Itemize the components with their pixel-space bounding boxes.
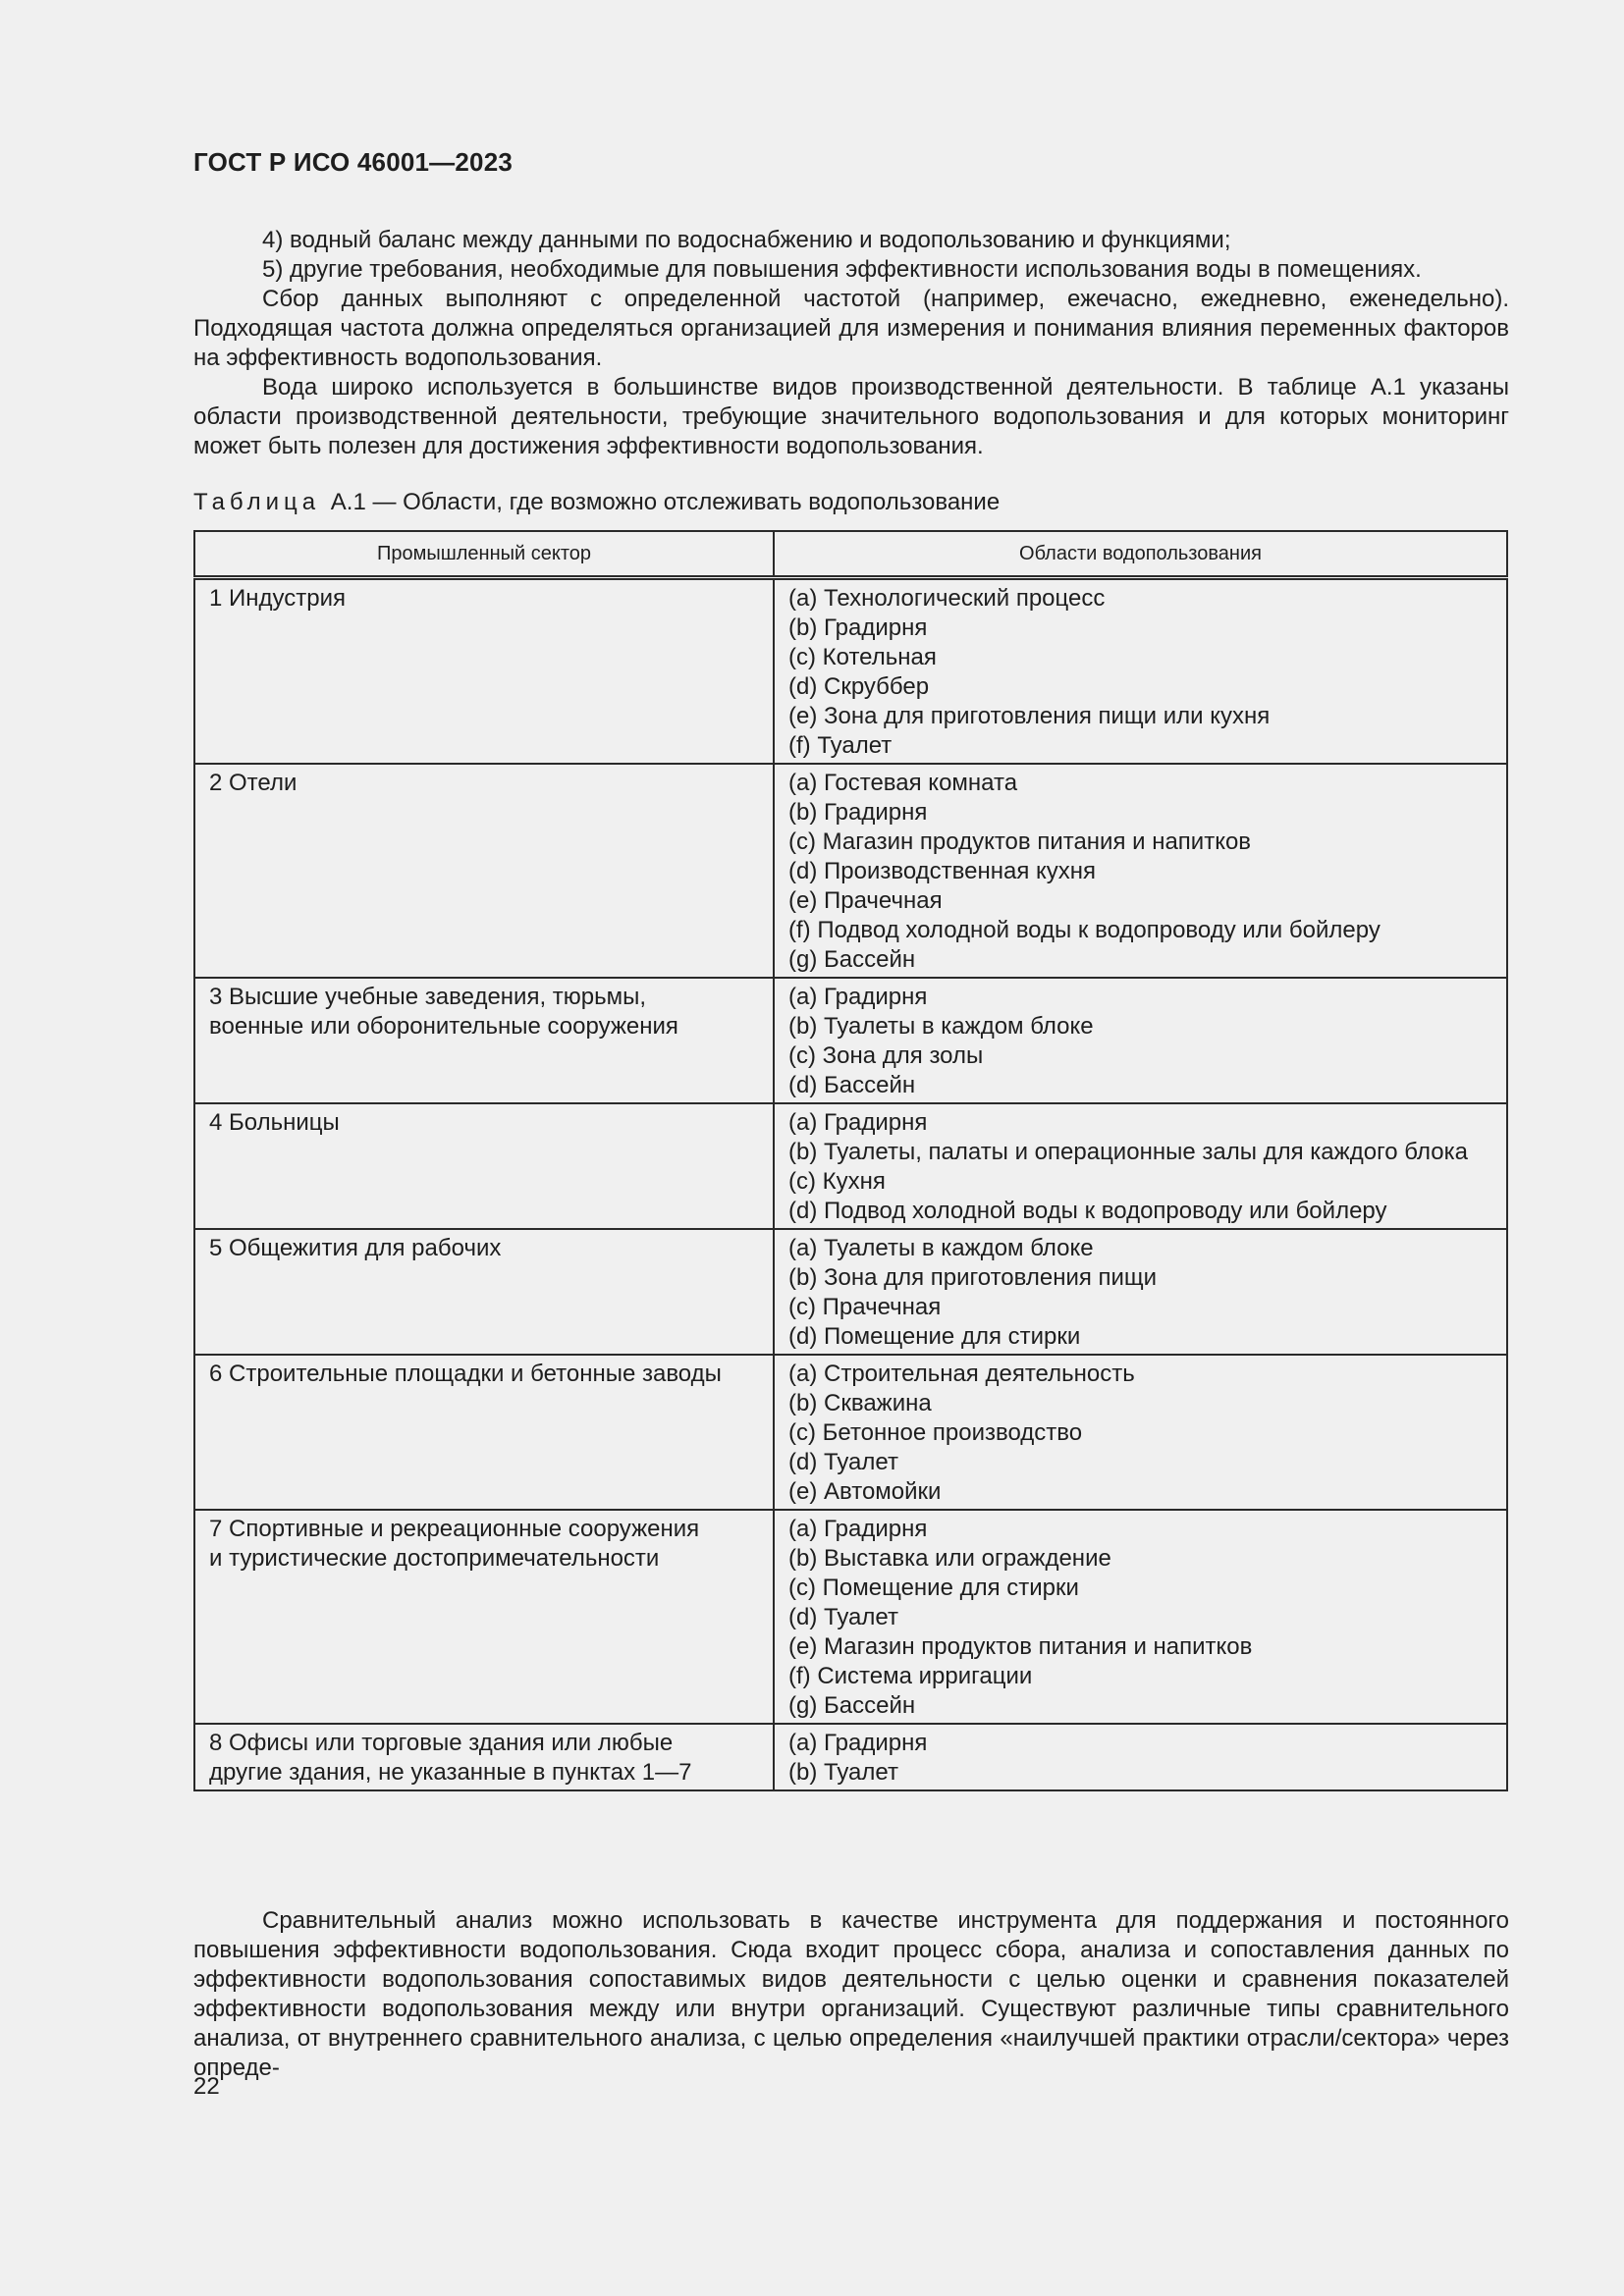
intro-paragraph: 4) водный баланс между данными по водоснабжению и водопользованию и функциями; bbox=[262, 227, 1231, 253]
use-item: (c) Помещение для стирки bbox=[788, 1575, 1079, 1601]
sector-line: 6 Строительные площадки и бетонные заводы bbox=[209, 1361, 722, 1387]
use-item: (g) Бассейн bbox=[788, 1692, 916, 1719]
uses-cell bbox=[774, 1229, 1507, 1355]
page-number: 22 bbox=[193, 2073, 220, 2100]
use-item: (g) Бассейн bbox=[788, 946, 916, 973]
table-row bbox=[194, 764, 1507, 978]
use-item: (b) Туалеты в каждом блоке bbox=[788, 1013, 1094, 1040]
sector-line: 3 Высшие учебные заведения, тюрьмы, bbox=[209, 984, 647, 1010]
uses-cell bbox=[774, 764, 1507, 978]
use-item: (c) Бетонное производство bbox=[788, 1419, 1083, 1446]
table-row bbox=[194, 1229, 1507, 1355]
use-item: (b) Градирня bbox=[788, 614, 928, 641]
use-item: (a) Туалеты в каждом блоке bbox=[788, 1235, 1094, 1261]
sector-line: военные или оборонительные сооружения bbox=[209, 1013, 678, 1040]
table-header-row bbox=[194, 531, 1507, 578]
use-item: (a) Градирня bbox=[788, 1109, 928, 1136]
uses-cell bbox=[774, 1724, 1507, 1790]
table-row bbox=[194, 578, 1507, 765]
use-item: (e) Прачечная bbox=[788, 887, 943, 914]
use-item: (d) Скруббер bbox=[788, 673, 930, 700]
uses-cell bbox=[774, 578, 1507, 765]
use-item: (c) Зона для золы bbox=[788, 1042, 984, 1069]
intro-paragraph: 5) другие требования, необходимые для повышения эффективности использования воды в помещениях. bbox=[262, 256, 1422, 283]
uses-cell bbox=[774, 1103, 1507, 1229]
use-item: (b) Градирня bbox=[788, 799, 928, 826]
use-item: (b) Выставка или ограждение bbox=[788, 1545, 1111, 1572]
sector-cell bbox=[194, 1103, 774, 1229]
intro-paragraph: Сбор данных выполняют с определенной частотой (например, ежечасно, ежедневно, еженедельно). Подходящая частота должна определяться организацией для измерения и понимания влияния переменных факторов на эффективность водопользования. bbox=[193, 286, 1509, 371]
outro-text bbox=[193, 1906, 1509, 2083]
outro-paragraph: Сравнительный анализ можно использовать в качестве инструмента для поддержания и постоянного повышения эффективности водопользования. Сюда входит процесс сбора, анализа и сопоставления данных по эффективности водопользования сопоставимых видов деятельности с целью оценки и сравнения показателей эффективности водопользования между или внутри организаций. Существуют различные типы сравнительного анализа, от внутреннего сравнительного анализа, с целью определения «наилучшей практики отрасли/сектора» через опреде- bbox=[193, 1907, 1509, 2081]
intro-text bbox=[193, 226, 1509, 461]
use-item: (a) Гостевая комната bbox=[788, 770, 1018, 796]
use-item: (a) Строительная деятельность bbox=[788, 1361, 1135, 1387]
use-item: (f) Туалет bbox=[788, 732, 893, 759]
sector-line: 1 Индустрия bbox=[209, 585, 346, 612]
intro-paragraph: Вода широко используется в большинстве видов производственной деятельности. В таблице А.1 указаны области производственной деятельности, требующие значительного водопользования и для которых мониторинг может быть полезен для достижения эффективности водопользования. bbox=[193, 374, 1509, 459]
table-caption-text: А.1 — Области, где возможно отслеживать водопользование bbox=[330, 489, 1001, 515]
sector-cell bbox=[194, 1724, 774, 1790]
use-item: (a) Градирня bbox=[788, 1516, 928, 1542]
use-item: (b) Скважина bbox=[788, 1390, 932, 1416]
sector-cell bbox=[194, 1510, 774, 1724]
sector-line: 5 Общежития для рабочих bbox=[209, 1235, 502, 1261]
table-row bbox=[194, 1724, 1507, 1790]
sector-line: и туристические достопримечательности bbox=[209, 1545, 660, 1572]
table-body bbox=[194, 578, 1507, 1791]
uses-cell bbox=[774, 978, 1507, 1103]
use-item: (c) Прачечная bbox=[788, 1294, 942, 1320]
water-use-table bbox=[193, 530, 1508, 1791]
use-item: (a) Градирня bbox=[788, 1730, 928, 1756]
use-item: (a) Градирня bbox=[788, 984, 928, 1010]
use-item: (d) Туалет bbox=[788, 1604, 898, 1630]
sector-line: 8 Офисы или торговые здания или любые bbox=[209, 1730, 674, 1756]
sector-line: 4 Больницы bbox=[209, 1109, 340, 1136]
sector-line: 7 Спортивные и рекреационные сооружения bbox=[209, 1516, 700, 1542]
sector-cell bbox=[194, 578, 774, 765]
table-row bbox=[194, 978, 1507, 1103]
use-item: (d) Производственная кухня bbox=[788, 858, 1097, 884]
use-item: (c) Магазин продуктов питания и напитков bbox=[788, 828, 1252, 855]
use-item: (e) Магазин продуктов питания и напитков bbox=[788, 1633, 1253, 1660]
sector-cell bbox=[194, 978, 774, 1103]
use-item: (f) Подвод холодной воды к водопроводу или бойлеру bbox=[788, 917, 1380, 943]
use-item: (a) Технологический процесс bbox=[788, 585, 1106, 612]
column-header-sector: Промышленный сектор bbox=[194, 531, 774, 578]
table-row bbox=[194, 1103, 1507, 1229]
sector-cell bbox=[194, 1229, 774, 1355]
use-item: (e) Автомойки bbox=[788, 1478, 942, 1505]
use-item: (d) Бассейн bbox=[788, 1072, 916, 1098]
table-caption-label: Таблица bbox=[193, 489, 321, 515]
use-item: (b) Туалет bbox=[788, 1759, 898, 1786]
use-item: (b) Туалеты, палаты и операционные залы для каждого блока bbox=[788, 1139, 1468, 1165]
table-caption bbox=[193, 488, 1000, 517]
use-item: (d) Туалет bbox=[788, 1449, 898, 1475]
table-row bbox=[194, 1510, 1507, 1724]
use-item: (d) Помещение для стирки bbox=[788, 1323, 1081, 1350]
use-item: (b) Зона для приготовления пищи bbox=[788, 1264, 1158, 1291]
sector-line: 2 Отели bbox=[209, 770, 298, 796]
use-item: (f) Система ирригации bbox=[788, 1663, 1033, 1689]
column-header-uses: Области водопользования bbox=[774, 531, 1507, 578]
uses-cell bbox=[774, 1510, 1507, 1724]
uses-cell bbox=[774, 1355, 1507, 1510]
use-item: (c) Котельная bbox=[788, 644, 937, 670]
sector-cell bbox=[194, 1355, 774, 1510]
sector-cell bbox=[194, 764, 774, 978]
use-item: (c) Кухня bbox=[788, 1168, 886, 1195]
use-item: (e) Зона для приготовления пищи или кухня bbox=[788, 703, 1271, 729]
sector-line: другие здания, не указанные в пунктах 1—7 bbox=[209, 1759, 692, 1786]
table-row bbox=[194, 1355, 1507, 1510]
use-item: (d) Подвод холодной воды к водопроводу или бойлеру bbox=[788, 1198, 1387, 1224]
document-header: ГОСТ Р ИСО 46001—2023 bbox=[193, 147, 514, 177]
